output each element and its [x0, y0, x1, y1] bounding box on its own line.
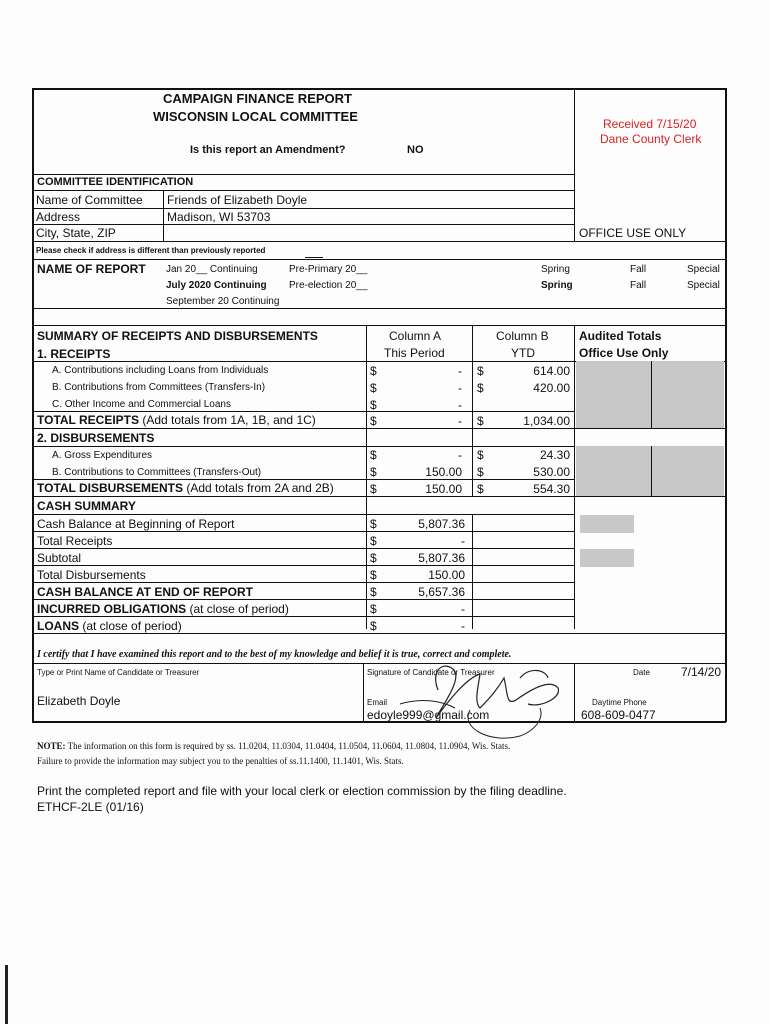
legal-note-2: Failure to provide the information may subject you to the penalties of ss.11.1400, 11.1401, Wis. Stats.	[37, 756, 404, 766]
page-title: CAMPAIGN FINANCE REPORT	[163, 91, 352, 106]
city-label: City, State, ZIP	[36, 226, 116, 240]
column-b-subheading: YTD	[511, 346, 535, 360]
report-option-spring[interactable]: Spring	[541, 264, 570, 275]
audited-inner-line	[651, 361, 652, 428]
note-label: NOTE:	[37, 741, 66, 751]
audited-shaded-area	[576, 361, 724, 428]
cash-row-line	[32, 616, 574, 617]
cash-row-line	[32, 599, 574, 600]
receipt-a-col-b: 614.00	[533, 364, 570, 378]
disb-b-col-a: 150.00	[425, 465, 462, 479]
disb-a-col-a: -	[458, 448, 462, 462]
dollar-sign: $	[477, 465, 484, 479]
column-a-subheading: This Period	[384, 346, 445, 360]
report-name-label: NAME OF REPORT	[37, 262, 146, 276]
total-receipts-col-b: 1,034.00	[523, 414, 570, 428]
dollar-sign: $	[370, 568, 377, 582]
receipt-row-line	[32, 411, 574, 412]
address-check-box[interactable]	[305, 257, 323, 258]
certify-col-divider	[363, 663, 364, 721]
cash-end-value: 5,657.36	[418, 585, 465, 599]
disbursements-heading: 2. DISBURSEMENTS	[37, 431, 155, 445]
receipt-b-col-a: -	[458, 381, 462, 395]
committee-top-line	[32, 174, 574, 175]
address-check-note: Please check if address is different than previously reported	[36, 246, 266, 255]
cash-total-disb-label: Total Disbursements	[37, 568, 146, 582]
audited-shaded-area	[580, 549, 634, 567]
summary-col-divider	[574, 325, 575, 629]
certify-statement: I certify that I have examined this report and to the best of my knowledge and belief it is true, correct and complete.	[37, 649, 512, 660]
address-value: Madison, WI 53703	[167, 210, 271, 224]
form-left-border	[32, 88, 34, 722]
disb-row-label: B. Contributions to Committees (Transfers-Out)	[52, 467, 262, 478]
committee-line	[32, 241, 726, 242]
disb-b-col-b: 530.00	[533, 465, 570, 479]
summary-col-divider	[366, 325, 367, 629]
report-option-preelection[interactable]: Pre-election 20__	[289, 280, 368, 291]
note-text: The information on this form is required by ss. 11.0204, 11.0304, 11.0404, 11.0504, 11.0604, 11.0804, 11.0904, Wis. Stats.	[67, 741, 511, 751]
receipt-a-col-a: -	[458, 364, 462, 378]
loans-note: (at close of period)	[82, 619, 182, 633]
committee-name-value: Friends of Elizabeth Doyle	[167, 193, 308, 207]
handwritten-signature	[380, 648, 580, 748]
column-b-heading: Column B	[496, 329, 549, 343]
incurred-obligations-label	[37, 602, 289, 616]
summary-top-line	[32, 325, 726, 326]
date-value[interactable]: 7/14/20	[681, 665, 722, 679]
total-receipts-bold: TOTAL RECEIPTS	[37, 413, 140, 427]
cash-row-line	[32, 531, 574, 532]
dollar-sign: $	[477, 482, 484, 496]
total-receipts-label	[37, 413, 316, 427]
dollar-sign: $	[370, 551, 377, 565]
report-top-line	[32, 259, 726, 260]
print-name-label: Type or Print Name of Candidate or Treasurer	[37, 668, 200, 677]
printed-name-value[interactable]: Elizabeth Doyle	[37, 694, 121, 708]
cash-subtotal-label: Subtotal	[37, 551, 82, 565]
dollar-sign: $	[370, 602, 377, 616]
incurred-note: (at close of period)	[189, 602, 289, 616]
loans-bold: LOANS	[37, 619, 79, 633]
scan-edge-mark	[5, 965, 8, 1024]
disb-row-line	[32, 496, 726, 497]
receipts-heading: 1. RECEIPTS	[37, 347, 111, 361]
committee-line	[32, 190, 574, 191]
amendment-question: Is this report an Amendment?	[190, 144, 346, 156]
cash-total-disb-value: 150.00	[428, 568, 465, 582]
received-stamp: Received 7/15/20	[603, 117, 697, 131]
cash-row-line	[32, 582, 574, 583]
page-subtitle: WISCONSIN LOCAL COMMITTEE	[153, 109, 358, 124]
disb-row-line	[32, 446, 574, 447]
legal-note	[37, 741, 510, 751]
cash-summary-heading: CASH SUMMARY	[37, 499, 136, 513]
cash-row-line	[32, 565, 574, 566]
cash-end-label: CASH BALANCE AT END OF REPORT	[37, 585, 253, 599]
report-option-preprimary[interactable]: Pre-Primary 20__	[289, 264, 368, 275]
dollar-sign: $	[370, 448, 377, 462]
dollar-sign: $	[370, 465, 377, 479]
cash-subtotal-value: 5,807.36	[418, 551, 465, 565]
dollar-sign: $	[370, 585, 377, 599]
committee-line	[32, 224, 574, 225]
receipt-c-col-a: -	[458, 398, 462, 412]
dollar-sign: $	[477, 414, 484, 428]
certify-line	[32, 663, 726, 664]
report-option-special[interactable]: Special	[687, 264, 720, 275]
disb-row-line	[32, 479, 574, 480]
cash-row-line	[32, 548, 574, 549]
receipt-row-label: A. Contributions including Loans from Individuals	[52, 365, 269, 376]
dollar-sign: $	[370, 414, 377, 428]
amendment-answer: NO	[407, 144, 424, 156]
audited-shaded-area	[576, 446, 724, 496]
report-option-september[interactable]: September 20 Continuing	[166, 296, 280, 307]
dollar-sign: $	[370, 381, 377, 395]
dollar-sign: $	[370, 398, 377, 412]
total-disb-col-b: 554.30	[533, 482, 570, 496]
dollar-sign: $	[370, 482, 377, 496]
dollar-sign: $	[370, 619, 377, 633]
filing-instruction: Print the completed report and file with your local clerk or election commission by the filing deadline.	[37, 784, 567, 798]
loans-label	[37, 619, 182, 633]
report-option-jan[interactable]: Jan 20__ Continuing	[166, 264, 258, 275]
cash-row-line	[32, 514, 574, 515]
dollar-sign: $	[370, 534, 377, 548]
committee-section-title: COMMITTEE IDENTIFICATION	[37, 176, 194, 188]
disb-a-col-b: 24.30	[539, 448, 570, 462]
cash-row-line	[32, 633, 726, 634]
audited-shaded-area	[580, 515, 634, 533]
form-right-border	[725, 88, 727, 722]
cash-begin-label: Cash Balance at Beginning of Report	[37, 517, 235, 531]
total-receipts-col-a: -	[458, 414, 462, 428]
disb-row-label: A. Gross Expenditures	[52, 450, 153, 461]
report-option-fall[interactable]: Fall	[630, 264, 647, 275]
address-label: Address	[36, 210, 81, 224]
form-id: ETHCF-2LE (01/16)	[37, 800, 144, 814]
dollar-sign: $	[370, 364, 377, 378]
report-bottom-line	[32, 308, 726, 309]
phone-value[interactable]: 608-609-0477	[581, 708, 656, 722]
receipt-row-label: C. Other Income and Commercial Loans	[52, 399, 231, 410]
loans-value: -	[461, 619, 465, 633]
receipt-row-label: B. Contributions from Committees (Transfers-In)	[52, 382, 266, 393]
report-option-special[interactable]: Special	[687, 280, 720, 291]
dollar-sign: $	[477, 364, 484, 378]
dollar-sign: $	[477, 448, 484, 462]
committee-col-divider	[163, 190, 164, 242]
audited-subheading: Office Use Only	[579, 346, 669, 360]
receipt-b-col-b: 420.00	[533, 381, 570, 395]
dollar-sign: $	[370, 517, 377, 531]
cash-total-receipts-label: Total Receipts	[37, 534, 113, 548]
receipt-row-line	[32, 428, 726, 429]
clerk-stamp: Dane County Clerk	[600, 132, 702, 146]
report-option-july[interactable]: July 2020 Continuing	[166, 280, 267, 291]
cash-begin-value: 5,807.36	[418, 517, 465, 531]
cash-total-receipts-value: -	[461, 534, 465, 548]
email-value[interactable]: edoyle999@gmail.com	[367, 708, 490, 722]
form-top-border	[32, 88, 726, 90]
total-receipts-note: (Add totals from 1A, 1B, and 1C)	[142, 413, 316, 427]
report-option-spring[interactable]: Spring	[541, 280, 573, 291]
committee-name-label: Name of Committee	[36, 193, 143, 207]
phone-label: Daytime Phone	[592, 698, 647, 707]
incurred-bold: INCURRED OBLIGATIONS	[37, 602, 187, 616]
total-disb-col-a: 150.00	[425, 482, 462, 496]
office-use-divider	[574, 88, 575, 242]
report-option-fall[interactable]: Fall	[630, 280, 647, 291]
total-disb-bold: TOTAL DISBURSEMENTS	[37, 481, 184, 495]
summary-title: SUMMARY OF RECEIPTS AND DISBURSEMENTS	[37, 329, 318, 343]
total-disbursements-label	[37, 481, 334, 495]
total-disb-note: (Add totals from 2A and 2B)	[186, 481, 334, 495]
audited-inner-line	[651, 446, 652, 496]
column-a-heading: Column A	[389, 329, 442, 343]
dollar-sign: $	[477, 381, 484, 395]
incurred-value: -	[461, 602, 465, 616]
email-label: Email	[367, 698, 388, 707]
audited-heading: Audited Totals	[579, 329, 662, 343]
office-use-label: OFFICE USE ONLY	[579, 226, 687, 240]
date-label: Date	[633, 668, 650, 677]
signature-label: Signature of Candidate or Treasurer	[367, 668, 495, 677]
committee-line	[32, 208, 574, 209]
